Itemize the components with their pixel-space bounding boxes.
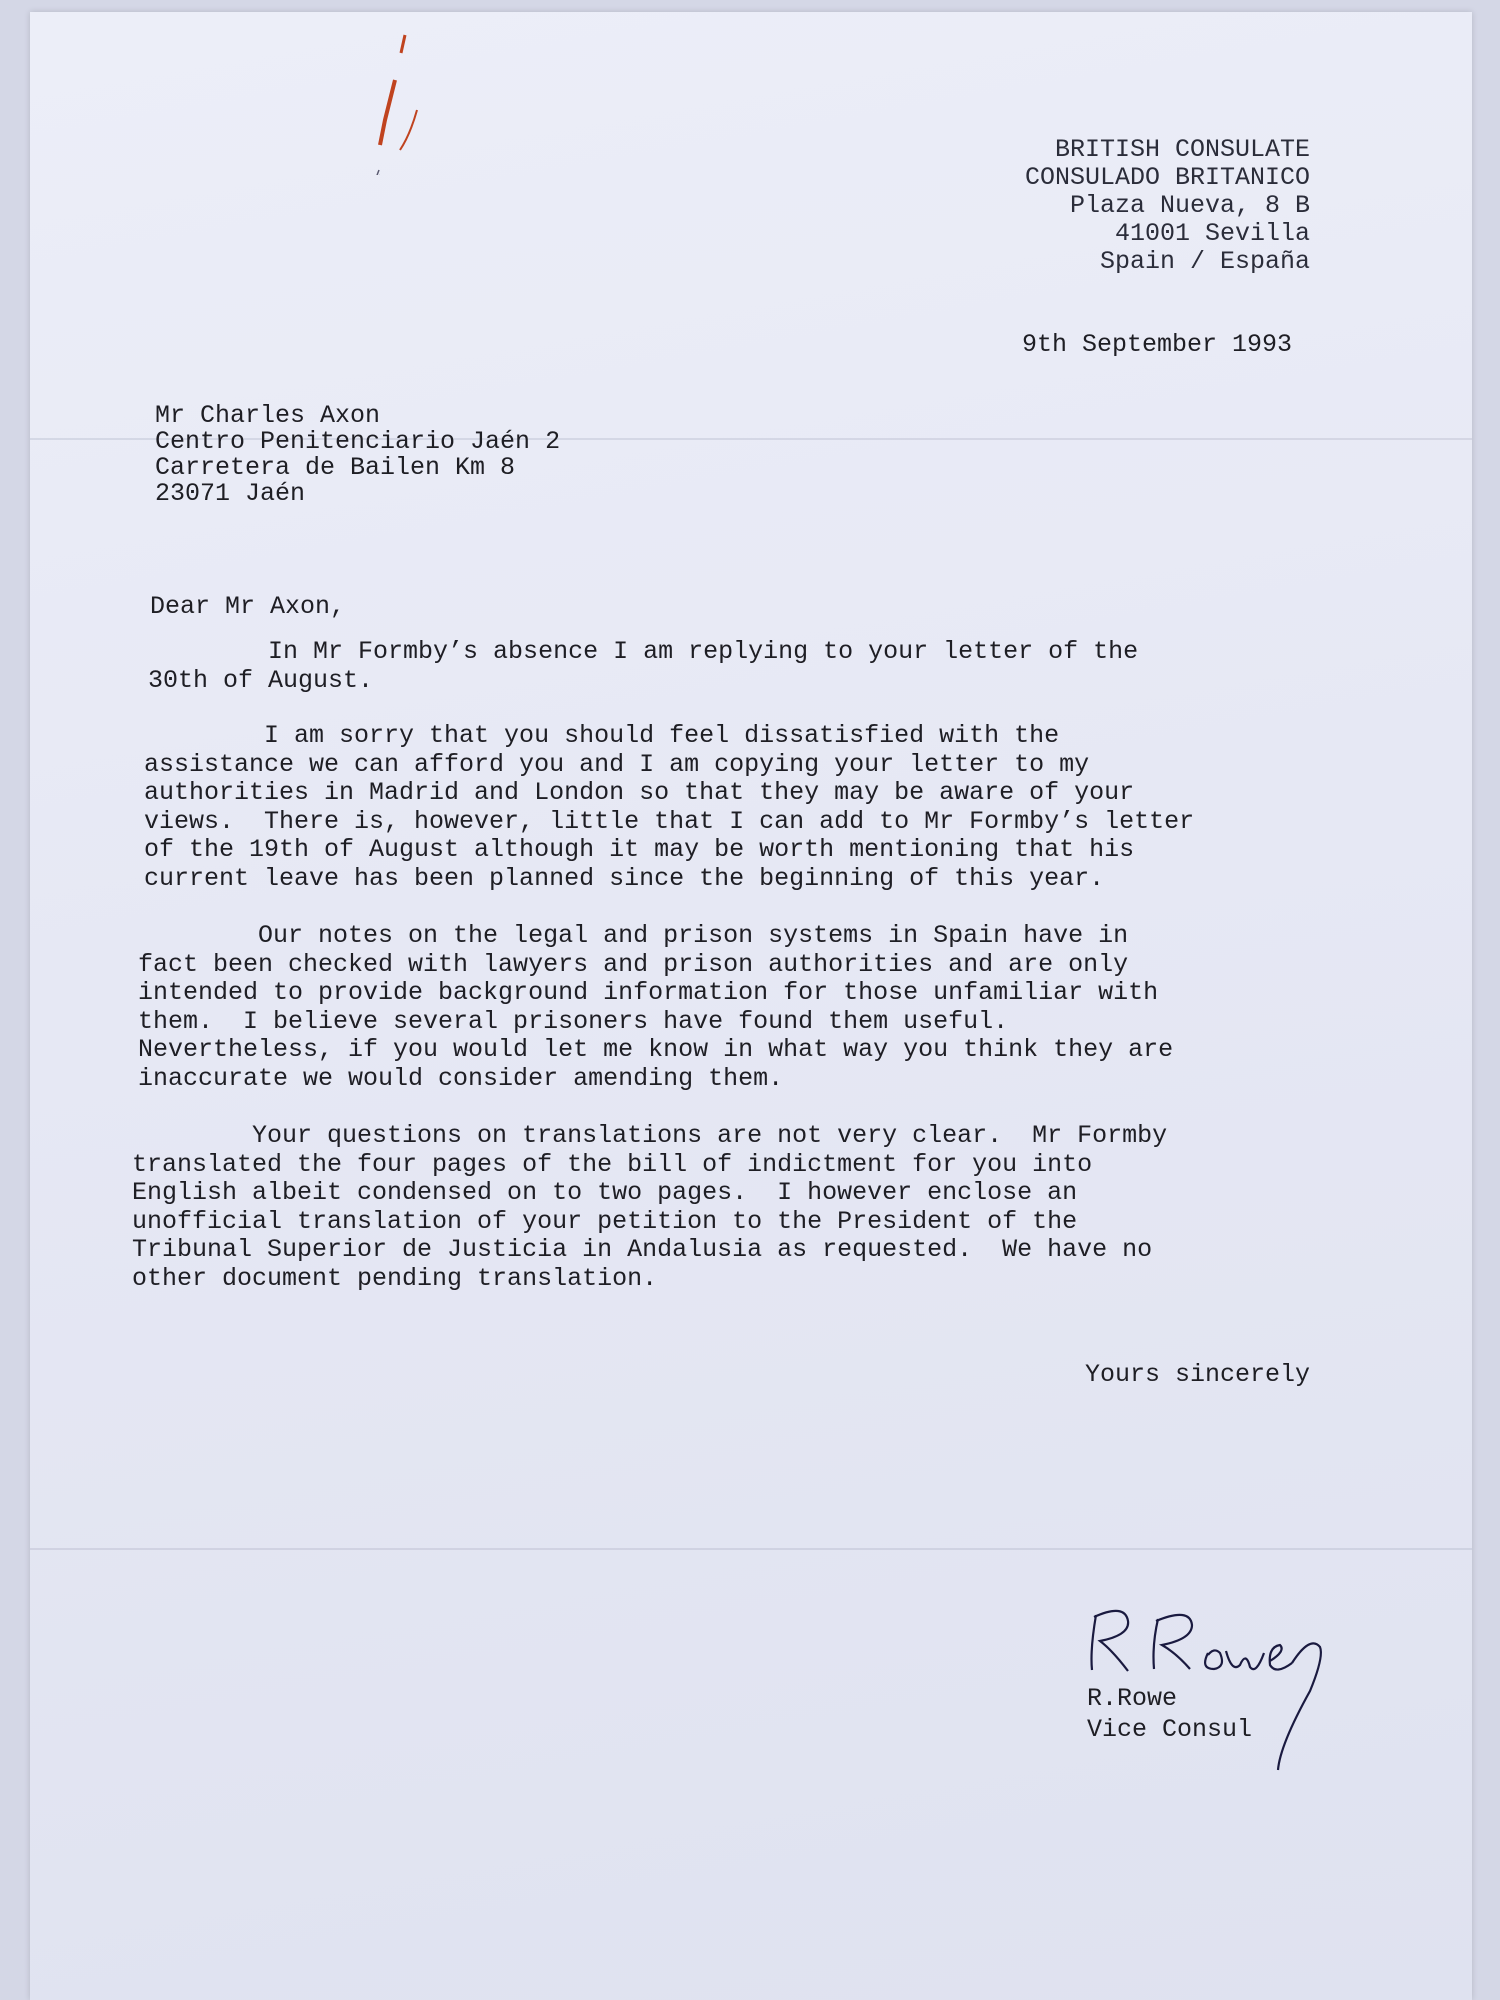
paragraph-line: fact been checked with lawyers and prison authorities and are only [138,949,1129,979]
paragraph-line: them. I believe several prisoners have found them useful. [138,1006,1009,1036]
paragraph-line: of the 19th of August although it may be worth mentioning that his [144,835,1135,864]
address-line: Centro Penitenciario Jaén 2 [155,427,561,456]
paragraph-line: views. There is, however, little that I can add to Mr Formby’s letter [144,806,1195,836]
paragraph-line: In Mr Formby’s absence I am replying to your letter of the [148,637,1139,666]
signatory-title: Vice Consul [1087,1715,1253,1744]
paragraph-line: other document pending translation. [132,1263,658,1293]
paragraph-line: intended to provide background information for those unfamiliar with [138,978,1159,1007]
paragraph-line: Nevertheless, if you would let me know in what way you think they are [138,1035,1174,1064]
paragraph-line: Tribunal Superior de Justicia in Andalusia as requested. We have no [132,1235,1153,1264]
paragraph-line: 30th of August. [148,665,374,695]
paragraph-line: inaccurate we would consider amending them. [138,1063,784,1093]
paragraph-1 [148,638,1368,695]
letterhead-line: CONSULADO BRITANICO [1024,163,1310,192]
fold-crease [30,1548,1472,1550]
signatory-name: R.Rowe [1087,1684,1178,1713]
letterhead [1025,136,1310,276]
paragraph-line: I am sorry that you should feel dissatisfied with the [144,721,1060,750]
paragraph-3 [138,922,1358,1093]
paragraph-line: English albeit condensed on to two pages. I however enclose an [132,1178,1078,1207]
paragraph-4 [132,1122,1352,1293]
address-line: Carretera de Bailen Km 8 [155,453,516,482]
paragraph-2 [144,722,1364,893]
letterhead-line: 41001 Sevilla [1114,219,1310,248]
letterhead-line: Plaza Nueva, 8 B [1069,191,1310,220]
letterhead-line: BRITISH CONSULATE [1054,135,1310,164]
letterhead-line: Spain / España [1099,247,1310,276]
paragraph-line: assistance we can afford you and I am copying your letter to my [144,749,1090,779]
paragraph-line: authorities in Madrid and London so that they may be aware of your [144,778,1135,807]
salutation: Dear Mr Axon, [150,592,346,621]
closing: Yours sincerely [1085,1360,1311,1389]
paragraph-line: Your questions on translations are not very clear. Mr Formby [132,1121,1168,1150]
recipient-address [155,403,560,507]
paragraph-line: current leave has been planned since the beginning of this year. [144,863,1105,893]
paragraph-line: Our notes on the legal and prison systems in Spain have in [138,921,1129,950]
paragraph-line: unofficial translation of your petition to the President of the [132,1206,1078,1236]
address-line: Mr Charles Axon [155,401,381,430]
letter-date: 9th September 1993 [1022,330,1293,359]
paragraph-line: translated the four pages of the bill of indictment for you into [132,1149,1093,1179]
pen-mark-icon [355,25,435,175]
address-line: 23071 Jaén [155,479,306,508]
